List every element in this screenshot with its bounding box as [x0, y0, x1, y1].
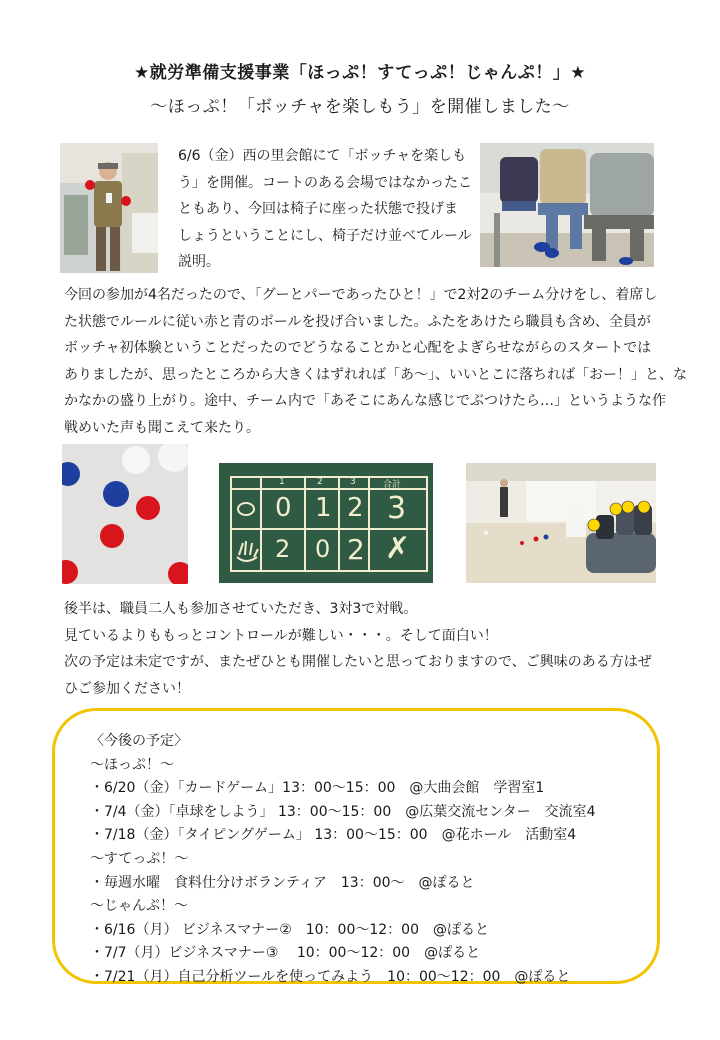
scoreboard-header-total: 合計 — [383, 480, 402, 490]
score-r1-c3: 2 — [347, 493, 364, 523]
intro-line: しょうということにし、椅子だけ並べてルール — [178, 227, 472, 244]
body-line: ありましたが、思ったところから大きくはずれれば「あ～」、いいとこに落ちれば「おー！」と、な — [64, 366, 687, 383]
score-r1-total: 3 — [387, 491, 407, 526]
score-r1-c2: 1 — [315, 493, 332, 523]
page-subtitle: ～ほっぷ！「ボッチャを楽しもう」を開催しました～ — [150, 97, 570, 117]
body-line: た状態でルールに従い赤と青のボールを投げ合いました。ふたをあけたら職員も含め、全員が — [64, 313, 651, 330]
photo-game-room — [466, 463, 656, 583]
score-r2-c2: 0 — [315, 535, 331, 563]
schedule-item: ・7/18（金）「タイピングゲーム」 13：00～15：00 @花ホール 活動室4 — [90, 827, 577, 844]
intro-line: う」を開催。コートのある会場ではなかったこ — [178, 174, 472, 191]
schedule-item: ・6/16（月） ビジネスマナー② 10：00～12：00 @ぽると — [90, 921, 489, 938]
page-title: ★就労準備支援事業「ほっぷ！すてっぷ！じゃんぷ！」★ — [134, 63, 586, 83]
photo-chalkboard-scoreboard — [219, 463, 433, 583]
body-paragraph-1 — [64, 282, 687, 441]
score-r2-total: ✗ — [385, 531, 411, 566]
schedule-item: ・毎週水曜 食料仕分けボランティア 13：00～ @ぽると — [90, 874, 475, 891]
intro-line: 説明。 — [178, 254, 220, 270]
intro-paragraph — [178, 143, 478, 276]
body-line: 見ているよりももっとコントロールが難しい・・・。そして面白い！ — [64, 627, 498, 644]
body-line: 後半は、職員二人も参加させていただき、3対3で対戦。 — [64, 601, 418, 617]
schedule-heading: 〈今後の予定〉 — [90, 733, 188, 749]
schedule-list — [90, 730, 596, 990]
intro-line: 6/6（金）西の里会館にて「ボッチャを楽しも — [178, 148, 467, 164]
schedule-item: ・7/4（金）「卓球をしよう」 13：00～15：00 @広葉交流センター 交流室4 — [90, 803, 596, 820]
schedule-item: ・7/7（月）ビジネスマナー③ 10：00～12：00 @ぽると — [90, 945, 481, 962]
photo-boccia-balls — [62, 444, 188, 584]
schedule-section-jump: ～じゃんぷ！～ — [90, 898, 188, 915]
schedule-section-hop: ～ほっぷ！～ — [90, 756, 174, 773]
schedule-item: ・6/20（金）「カードゲーム」13：00～15：00 @大曲会館 学習室1 — [90, 780, 545, 797]
body-line: 戦めいた声も聞こえて来たり。 — [64, 419, 260, 436]
score-r2-c1: 2 — [275, 535, 291, 563]
body-line: ひご参加ください！ — [64, 680, 190, 697]
scoreboard-header-1: 1 — [279, 477, 285, 487]
score-r1-c1: 0 — [275, 493, 292, 523]
body-line: 今回の参加が4名だったので、「グーとパーであったひと！」で2対2のチーム分けをし、着席し — [64, 287, 658, 303]
photo-staff-explaining — [60, 143, 158, 273]
schedule-section-step: ～すてっぷ！～ — [90, 850, 189, 867]
body-line: かなかの盛り上がり。途中、チーム内で「あそこにあんな感じでぶつけたら…」というような作 — [64, 393, 666, 409]
scoreboard-header-2: 2 — [317, 477, 323, 487]
body-paragraph-2 — [64, 596, 664, 702]
body-line: 次の予定は未定ですが、またぜひとも開催したいと思っておりますので、ご興味のある方はぜ — [64, 654, 652, 670]
body-line: ボッチャ初体験ということだったのでどうなることかと心配をよぎらせながらのスタートでは — [64, 340, 652, 356]
score-r2-c3: 2 — [347, 533, 365, 566]
scoreboard-header-3: 3 — [350, 477, 356, 487]
intro-line: ともあり、今回は椅子に座った状態で投げま — [178, 201, 458, 217]
schedule-item: ・7/21（月）自己分析ツールを使ってみよう 10：00～12：00 @ぽると — [90, 968, 571, 985]
photo-seated-participants — [480, 143, 654, 267]
